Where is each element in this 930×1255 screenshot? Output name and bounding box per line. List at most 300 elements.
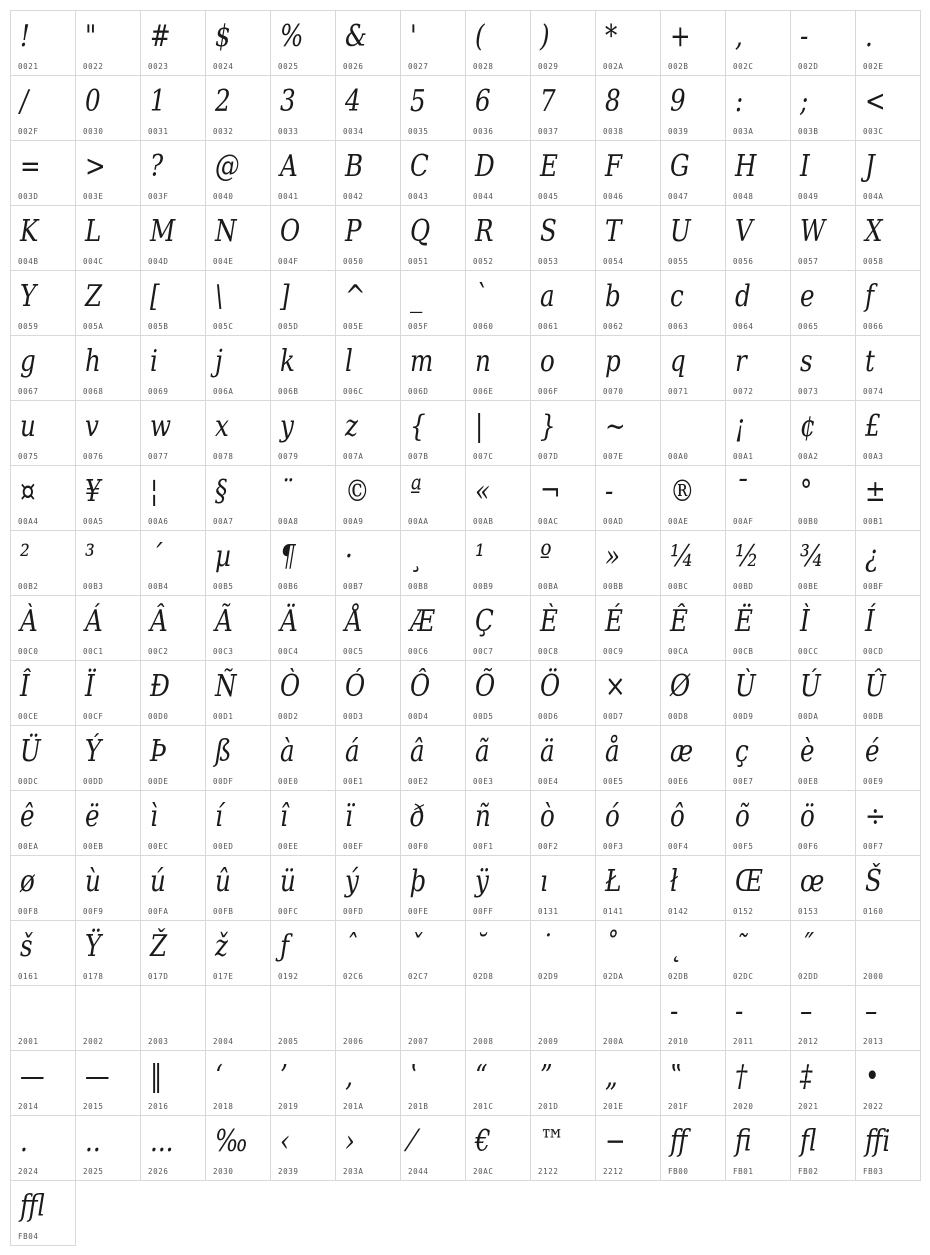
glyph-char: † xyxy=(735,1059,748,1094)
glyph-code: 006E xyxy=(473,387,494,396)
glyph-char: 1 xyxy=(150,84,166,119)
glyph-code: 2011 xyxy=(733,1037,754,1046)
glyph-cell xyxy=(400,530,466,596)
glyph-cell xyxy=(270,10,336,76)
glyph-char: [ xyxy=(150,279,160,314)
glyph-cell xyxy=(530,595,596,661)
glyph-char: « xyxy=(475,474,491,509)
glyph-char: ± xyxy=(865,474,886,509)
glyph-char: ffl xyxy=(20,1189,45,1224)
glyph-cell xyxy=(400,725,466,791)
glyph-code: 2003 xyxy=(148,1037,169,1046)
glyph-cell xyxy=(140,140,206,206)
glyph-cell xyxy=(400,985,466,1051)
glyph-char: Œ xyxy=(735,864,763,899)
glyph-code: 002F xyxy=(18,127,39,136)
glyph-code: 00C6 xyxy=(408,647,429,656)
glyph-cell xyxy=(790,725,856,791)
glyph-code: 006C xyxy=(343,387,364,396)
glyph-code: 2016 xyxy=(148,1102,169,1111)
glyph-code: 00DE xyxy=(148,777,169,786)
glyph-char: Ý xyxy=(85,734,102,769)
glyph-char: A xyxy=(280,149,298,184)
glyph-code: 00C4 xyxy=(278,647,299,656)
glyph-code: 02D8 xyxy=(473,972,494,981)
glyph-cell xyxy=(595,140,661,206)
glyph-char: ¶ xyxy=(280,539,296,574)
glyph-char: W xyxy=(800,214,826,249)
glyph-cell xyxy=(270,725,336,791)
glyph-code: 2008 xyxy=(473,1037,494,1046)
glyph-code: 2020 xyxy=(733,1102,754,1111)
glyph-cell xyxy=(465,1115,531,1181)
glyph-cell xyxy=(335,855,401,921)
glyph-code: 0025 xyxy=(278,62,299,71)
glyph-code: 003D xyxy=(18,192,39,201)
glyph-code: 0059 xyxy=(18,322,39,331)
glyph-char: ’ xyxy=(280,1059,288,1094)
glyph-code: 00EF xyxy=(343,842,364,851)
glyph-cell xyxy=(660,920,726,986)
glyph-char: © xyxy=(345,474,370,509)
glyph-char: ƒ xyxy=(280,929,290,964)
glyph-char: Õ xyxy=(475,669,496,704)
glyph-char: , xyxy=(735,19,743,54)
glyph-cell xyxy=(205,1115,271,1181)
glyph-code: 00FF xyxy=(473,907,494,916)
glyph-char: u xyxy=(20,409,36,444)
glyph-code: 00ED xyxy=(213,842,234,851)
glyph-code: 00F9 xyxy=(83,907,104,916)
glyph-code: 2025 xyxy=(83,1167,104,1176)
glyph-code: 00C7 xyxy=(473,647,494,656)
glyph-code: 00AE xyxy=(668,517,689,526)
glyph-code: 0078 xyxy=(213,452,234,461)
glyph-cell xyxy=(660,270,726,336)
glyph-cell xyxy=(790,1115,856,1181)
glyph-code: 00A9 xyxy=(343,517,364,526)
glyph-cell xyxy=(75,335,141,401)
glyph-code: 00B4 xyxy=(148,582,169,591)
glyph-code: 02DD xyxy=(798,972,819,981)
glyph-char: ] xyxy=(280,279,290,314)
glyph-code: 00D6 xyxy=(538,712,559,721)
glyph-char: ^ xyxy=(345,279,366,314)
glyph-cell xyxy=(530,1050,596,1116)
glyph-code: 0049 xyxy=(798,192,819,201)
glyph-char: j xyxy=(215,344,223,379)
glyph-cell xyxy=(10,855,76,921)
glyph-cell xyxy=(335,725,401,791)
glyph-char: 3 xyxy=(280,84,296,119)
glyph-cell xyxy=(10,270,76,336)
glyph-char: w xyxy=(150,409,172,444)
glyph-cell xyxy=(335,985,401,1051)
glyph-cell xyxy=(10,1180,76,1246)
glyph-code: FB04 xyxy=(18,1232,39,1241)
glyph-cell xyxy=(725,1115,791,1181)
glyph-cell xyxy=(270,1115,336,1181)
glyph-char: G xyxy=(670,149,690,184)
glyph-cell xyxy=(530,75,596,141)
glyph-code: 2009 xyxy=(538,1037,559,1046)
glyph-cell xyxy=(855,660,921,726)
glyph-cell xyxy=(75,920,141,986)
glyph-code: 2019 xyxy=(278,1102,299,1111)
glyph-code: 00E0 xyxy=(278,777,299,786)
glyph-code: 00EB xyxy=(83,842,104,851)
glyph-cell xyxy=(530,790,596,856)
glyph-char: ¡ xyxy=(735,409,745,444)
glyph-cell xyxy=(10,595,76,661)
glyph-code: 00D8 xyxy=(668,712,689,721)
glyph-char: fl xyxy=(800,1124,817,1159)
glyph-char: ” xyxy=(540,1059,553,1094)
glyph-code: 006D xyxy=(408,387,429,396)
glyph-char: q xyxy=(670,344,686,379)
glyph-char: £ xyxy=(865,409,881,444)
glyph-cell xyxy=(335,1115,401,1181)
glyph-code: 0131 xyxy=(538,907,559,916)
glyph-code: 2021 xyxy=(798,1102,819,1111)
glyph-cell xyxy=(205,10,271,76)
glyph-code: 00E8 xyxy=(798,777,819,786)
glyph-char: t xyxy=(865,344,875,379)
glyph-char: è xyxy=(800,734,815,769)
glyph-cell xyxy=(335,660,401,726)
glyph-code: 003C xyxy=(863,127,884,136)
glyph-char: B xyxy=(345,149,364,184)
glyph-cell xyxy=(335,530,401,596)
glyph-char: Ö xyxy=(540,669,561,704)
glyph-char: . xyxy=(20,1124,28,1159)
glyph-char: f xyxy=(865,279,875,314)
glyph-char: š xyxy=(20,929,33,964)
glyph-cell xyxy=(140,920,206,986)
glyph-char: Û xyxy=(865,669,886,704)
glyph-code: 0063 xyxy=(668,322,689,331)
glyph-char: ˇ xyxy=(410,929,423,964)
glyph-cell xyxy=(595,465,661,531)
glyph-cell xyxy=(530,140,596,206)
glyph-code: 00D0 xyxy=(148,712,169,721)
glyph-char: } xyxy=(540,409,556,444)
glyph-code: 0027 xyxy=(408,62,429,71)
glyph-char: k xyxy=(280,344,295,379)
glyph-cell xyxy=(335,140,401,206)
glyph-char: h xyxy=(85,344,101,379)
glyph-cell xyxy=(465,855,531,921)
glyph-code: 2024 xyxy=(18,1167,39,1176)
glyph-cell xyxy=(595,595,661,661)
glyph-code: 0077 xyxy=(148,452,169,461)
glyph-cell xyxy=(465,400,531,466)
glyph-cell xyxy=(855,205,921,271)
glyph-char: & xyxy=(345,19,367,54)
glyph-cell xyxy=(10,10,76,76)
glyph-code: 0034 xyxy=(343,127,364,136)
glyph-char: H xyxy=(735,149,757,184)
glyph-code: 005F xyxy=(408,322,429,331)
glyph-char: ˝ xyxy=(800,929,813,964)
glyph-code: 0070 xyxy=(603,387,624,396)
glyph-char: K xyxy=(20,214,39,249)
glyph-code: 00D1 xyxy=(213,712,234,721)
glyph-code: 00E2 xyxy=(408,777,429,786)
glyph-char: I xyxy=(800,149,810,184)
glyph-char: — xyxy=(85,1059,110,1094)
glyph-code: 00B6 xyxy=(278,582,299,591)
glyph-code: 00B9 xyxy=(473,582,494,591)
glyph-code: 0050 xyxy=(343,257,364,266)
glyph-char: 9 xyxy=(670,84,686,119)
glyph-char: ˙ xyxy=(540,929,553,964)
glyph-char: ž xyxy=(215,929,228,964)
glyph-code: 0048 xyxy=(733,192,754,201)
glyph-code: 2044 xyxy=(408,1167,429,1176)
glyph-cell xyxy=(205,400,271,466)
glyph-cell xyxy=(335,1050,401,1116)
glyph-cell xyxy=(270,595,336,661)
glyph-char: Â xyxy=(150,604,168,639)
glyph-cell xyxy=(855,595,921,661)
glyph-char: * xyxy=(605,19,618,54)
glyph-cell xyxy=(855,920,921,986)
glyph-cell xyxy=(855,1115,921,1181)
glyph-code: 2007 xyxy=(408,1037,429,1046)
glyph-char: ff xyxy=(670,1124,688,1159)
glyph-cell xyxy=(205,1050,271,1116)
glyph-char: Ç xyxy=(475,604,494,639)
glyph-char: ÷ xyxy=(865,799,886,834)
glyph-char: .. xyxy=(85,1124,101,1159)
glyph-char: J xyxy=(865,149,875,184)
glyph-cell xyxy=(595,855,661,921)
glyph-cell xyxy=(140,205,206,271)
glyph-char: Ž xyxy=(150,929,168,964)
glyph-cell xyxy=(530,660,596,726)
glyph-char: + xyxy=(670,19,691,54)
glyph-cell xyxy=(530,270,596,336)
glyph-cell xyxy=(595,985,661,1051)
glyph-char: ~ xyxy=(605,409,626,444)
glyph-cell xyxy=(660,855,726,921)
glyph-char: y xyxy=(280,409,294,444)
glyph-code: 0036 xyxy=(473,127,494,136)
glyph-code: 0054 xyxy=(603,257,624,266)
glyph-code: 003A xyxy=(733,127,754,136)
glyph-char: U xyxy=(670,214,691,249)
glyph-char: ‰ xyxy=(215,1124,249,1159)
glyph-code: 2026 xyxy=(148,1167,169,1176)
glyph-char: g xyxy=(20,344,36,379)
glyph-char: í xyxy=(215,799,223,834)
glyph-char: p xyxy=(605,344,621,379)
glyph-cell xyxy=(10,660,76,726)
glyph-code: 0152 xyxy=(733,907,754,916)
glyph-cell xyxy=(270,855,336,921)
glyph-char: ? xyxy=(150,149,164,184)
glyph-cell xyxy=(790,1050,856,1116)
glyph-code: 0074 xyxy=(863,387,884,396)
glyph-cell xyxy=(140,1115,206,1181)
glyph-char: ² xyxy=(20,539,30,574)
glyph-char: . xyxy=(865,19,873,54)
glyph-char: â xyxy=(410,734,425,769)
glyph-code: 0069 xyxy=(148,387,169,396)
glyph-cell xyxy=(205,270,271,336)
glyph-char: • xyxy=(865,1059,880,1094)
glyph-cell xyxy=(855,10,921,76)
glyph-cell xyxy=(10,530,76,596)
glyph-char: ¨ xyxy=(280,474,293,509)
glyph-cell xyxy=(270,985,336,1051)
glyph-cell xyxy=(205,985,271,1051)
glyph-char: ¥ xyxy=(85,474,101,509)
glyph-code: 201B xyxy=(408,1102,429,1111)
glyph-cell xyxy=(530,530,596,596)
glyph-code: 0064 xyxy=(733,322,754,331)
glyph-cell xyxy=(400,205,466,271)
glyph-cell xyxy=(205,595,271,661)
glyph-char: ˜ xyxy=(735,929,748,964)
glyph-code: 0047 xyxy=(668,192,689,201)
glyph-cell xyxy=(75,270,141,336)
glyph-code: 004B xyxy=(18,257,39,266)
glyph-cell xyxy=(790,920,856,986)
glyph-code: 007A xyxy=(343,452,364,461)
glyph-char: Í xyxy=(865,604,875,639)
glyph-cell xyxy=(725,335,791,401)
glyph-cell xyxy=(140,725,206,791)
glyph-char: ffi xyxy=(865,1124,891,1159)
glyph-cell xyxy=(335,205,401,271)
glyph-char: ‘ xyxy=(215,1059,223,1094)
glyph-cell xyxy=(140,10,206,76)
glyph-char: ‖ xyxy=(150,1059,163,1094)
glyph-cell xyxy=(595,725,661,791)
glyph-code: 00CE xyxy=(18,712,39,721)
glyph-code: 0026 xyxy=(343,62,364,71)
glyph-char: < xyxy=(865,84,886,119)
glyph-code: 007E xyxy=(603,452,624,461)
glyph-code: 004A xyxy=(863,192,884,201)
glyph-code: 007B xyxy=(408,452,429,461)
glyph-code: 0028 xyxy=(473,62,494,71)
glyph-cell xyxy=(855,140,921,206)
glyph-code: 2004 xyxy=(213,1037,234,1046)
glyph-code: 0055 xyxy=(668,257,689,266)
glyph-code: 007C xyxy=(473,452,494,461)
glyph-cell xyxy=(205,465,271,531)
glyph-code: 0161 xyxy=(18,972,39,981)
glyph-char: ¹ xyxy=(475,539,485,574)
glyph-char: Ñ xyxy=(215,669,237,704)
glyph-cell xyxy=(790,465,856,531)
glyph-char: ð xyxy=(410,799,425,834)
glyph-cell xyxy=(465,140,531,206)
glyph-cell xyxy=(140,75,206,141)
glyph-char: Ò xyxy=(280,669,301,704)
glyph-cell xyxy=(75,1050,141,1116)
glyph-char: D xyxy=(475,149,495,184)
glyph-cell xyxy=(400,10,466,76)
glyph-cell xyxy=(75,790,141,856)
glyph-char: " xyxy=(85,19,97,54)
glyph-char: – xyxy=(800,994,813,1029)
glyph-cell xyxy=(400,400,466,466)
glyph-cell xyxy=(725,595,791,661)
glyph-code: 00A0 xyxy=(668,452,689,461)
glyph-cell xyxy=(140,790,206,856)
glyph-cell xyxy=(725,75,791,141)
glyph-code: 0073 xyxy=(798,387,819,396)
glyph-code: 00E4 xyxy=(538,777,559,786)
glyph-char: ¬ xyxy=(540,474,561,509)
glyph-cell xyxy=(10,725,76,791)
glyph-cell xyxy=(400,140,466,206)
glyph-char: E xyxy=(540,149,558,184)
glyph-cell xyxy=(10,465,76,531)
glyph-cell xyxy=(75,75,141,141)
glyph-code: 0072 xyxy=(733,387,754,396)
glyph-code: 002C xyxy=(733,62,754,71)
glyph-char: ó xyxy=(605,799,620,834)
glyph-cell xyxy=(75,1115,141,1181)
glyph-code: 004F xyxy=(278,257,299,266)
glyph-cell xyxy=(725,855,791,921)
glyph-char: Ø xyxy=(670,669,691,704)
glyph-code: 005D xyxy=(278,322,299,331)
glyph-char: ... xyxy=(150,1124,174,1159)
glyph-code: 201D xyxy=(538,1102,559,1111)
glyph-char: % xyxy=(280,19,304,54)
glyph-char: Ë xyxy=(735,604,753,639)
glyph-cell xyxy=(465,1050,531,1116)
glyph-code: 2015 xyxy=(83,1102,104,1111)
glyph-char: ł xyxy=(670,864,678,899)
glyph-cell xyxy=(400,595,466,661)
glyph-char: – xyxy=(865,994,878,1029)
glyph-cell xyxy=(790,985,856,1051)
glyph-char: ¯ xyxy=(735,474,748,509)
glyph-code: 0052 xyxy=(473,257,494,266)
glyph-cell xyxy=(660,335,726,401)
glyph-cell xyxy=(790,10,856,76)
glyph-char: ® xyxy=(670,474,695,509)
glyph-code: 0029 xyxy=(538,62,559,71)
glyph-cell xyxy=(75,660,141,726)
glyph-cell xyxy=(790,205,856,271)
glyph-char: M xyxy=(150,214,176,249)
glyph-cell xyxy=(140,660,206,726)
glyph-code: 00F3 xyxy=(603,842,624,851)
glyph-char: À xyxy=(20,604,38,639)
glyph-code: 00CD xyxy=(863,647,884,656)
glyph-cell xyxy=(465,75,531,141)
glyph-code: 003E xyxy=(83,192,104,201)
glyph-code: 00DF xyxy=(213,777,234,786)
glyph-cell xyxy=(10,335,76,401)
glyph-char: # xyxy=(150,19,171,54)
glyph-cell xyxy=(595,10,661,76)
glyph-char: n xyxy=(475,344,491,379)
glyph-char: S xyxy=(540,214,557,249)
glyph-char: ¢ xyxy=(800,409,816,444)
glyph-char: ¦ xyxy=(150,474,159,509)
glyph-code: 0065 xyxy=(798,322,819,331)
glyph-code: 00D3 xyxy=(343,712,364,721)
